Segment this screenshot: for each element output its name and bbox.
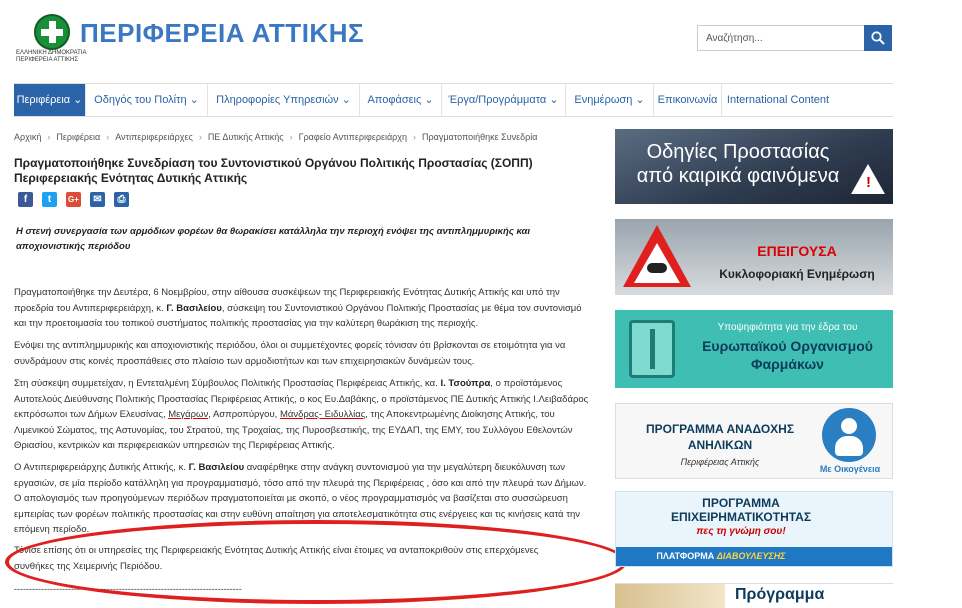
main-nav [14,83,893,117]
underlined-text: Μάνδρας- Ειδυλλίας [279,409,366,420]
nav-item-plirofories[interactable]: Πληροφορίες Υπηρεσιών ⌄ [208,84,360,116]
breadcrumb-current: Πραγματοποιήθηκε Συνεδρία [422,132,538,142]
nav-item-odigos[interactable]: Οδηγός του Πολίτη ⌄ [86,84,208,116]
banner-entrepreneurship-program[interactable] [615,491,893,567]
breadcrumb-separator: › [106,132,110,142]
article-paragraph-5: Τόνισε επίσης ότι οι υπηρεσίες της Περιφερειακής Ενότητας Δυτικής Αττικής είναι έτοιμες να ανταποκριθούν στις επερχόμενες συνθήκες της Χειμερινής Περιόδου. [14,545,539,572]
banner-text: Φαρμάκων [751,356,824,372]
banner-text: ΠΡΟΓΡΑΜΜΑ ΑΝΑΔΟΧΗΣ [645,422,795,436]
nav-item-apofaseis[interactable]: Αποφάσεις ⌄ [360,84,442,116]
banner-text: Πρόγραμμα [735,586,825,603]
site-logo[interactable] [14,12,365,67]
article-paragraph-2: Ενόψει της αντιπλημμυρικής και αποχιονιστικής περιόδου, όλοι οι συμμετέχοντες φορείς τόνισαν ότι βρίσκονται σε ετοιμότητα για να συνδράμουν στις κοινές προσπάθειες στο πλαίσιο των αρμοδιοτήτων και των επιχειρησιακών δυνάμεών τους. [14,340,566,367]
banner-text: από καιρικά φαινόμενα [636,165,840,187]
banner-weather-protection[interactable] [615,129,893,204]
nav-item-erga[interactable]: Έργα/Προγράμματα ⌄ [442,84,566,116]
person-name: Ι. Τσούπρα [440,378,491,389]
article-title: Πραγματοποιήθηκε Συνεδρίαση του Συντονιστικού Οργάνου Πολιτικής Προστασίας (ΣΟΠΠ) Περιφερειακής Ενότητας Δυτικής Αττικής [14,156,533,185]
banner-text: Περιφέρειας Αττικής [680,457,760,467]
banner-text: Οδηγίες Προστασίας [646,141,830,163]
family-icon [822,408,876,462]
underlined-text: Μεγάρων [168,409,209,420]
brand-subtitle-1: ΕΛΛΗΝΙΚΗ ΔΗΜΟΚΡΑΤΙΑ [16,50,87,56]
breadcrumb-separator: › [47,132,51,142]
breadcrumb-separator: › [413,132,417,142]
breadcrumb-item[interactable]: Γραφείο Αντιπεριφερειάρχη [298,132,408,142]
paragraph-text: , σύσκεψη του Συντονιστικού Οργάνου Πολιτικής Προστασίας με θέμα τον συντονισμό και την προετοιμασία του τοπικού συστήματος πολιτικής προστασίας για την καλύτερη θωράκιση της περιοχής. [14,302,582,329]
breadcrumb-separator: › [198,132,202,142]
banner-foster-program[interactable] [615,403,893,479]
article-paragraph-3 [14,376,596,454]
breadcrumb-item[interactable]: Περιφέρεια [56,132,101,142]
banner-ema-candidacy[interactable] [615,310,893,388]
breadcrumb-item[interactable]: ΠΕ Δυτικής Αττικής [207,132,284,142]
breadcrumb-item[interactable]: Αρχική [14,132,42,142]
paragraph-text: Στη σύσκεψη συμμετείχαν, η Εντεταλμένη Σύμβουλος Πολιτικής Προστασίας Περιφέρειας Αττικής, κα. [14,378,441,389]
banner-traffic-update[interactable] [615,219,893,295]
nav-item-perifereia[interactable]: Περιφέρεια ⌄ [14,84,86,116]
rain-cloud-icon [647,263,667,273]
banner-text: ΕΠΙΧΕΙΡΗΜΑΤΙΚΟΤΗΤΑΣ [670,510,812,524]
email-share-button[interactable]: ✉ [90,192,105,207]
brand-subtitle-2: ΠΕΡΙΦΕΡΕΙΑ ΑΤΤΙΚΗΣ [16,57,79,63]
pharmacy-symbol-icon [629,320,675,378]
breadcrumb [14,132,604,142]
banner-text [616,551,826,561]
warning-mark: ! [866,174,871,191]
banner-text: Υποψηφιότητα για την έδρα του [717,322,858,333]
print-button[interactable]: ⎙ [114,192,129,207]
divider-line: ---------------------------------------------------------------------------- [14,584,242,594]
banner-text: Με Οικογένεια [819,464,881,474]
breadcrumb-item[interactable]: Αντιπεριφερειάρχες [115,132,193,142]
paragraph-text: Ο Αντιπεριφερειάρχης Δυτικής Αττικής, κ. [14,462,189,473]
person-name: Γ. Βασιλείου [166,302,222,314]
twitter-share-button[interactable]: t [42,192,57,207]
red-annotation-ellipse [5,520,627,604]
article-lead: Η στενή συνεργασία των αρμόδιων φορέων θα θωρακίσει κατάλληλα την περιοχή ενόψει της αντιπλημμυρικής και αποχιονιστικής περιόδου [16,226,531,252]
banner-text: ΕΠΕΙΓΟΥΣΑ [757,243,837,259]
article-paragraph-1 [14,285,596,332]
facebook-share-button[interactable]: f [18,192,33,207]
banner-text: ΑΝΗΛΙΚΩΝ [687,438,753,452]
paragraph-text: αναφέρθηκε στην ανάγκη συντονισμού για την μεγαλύτερη διευκόλυνση των εργασιών, σε μία περίοδο κατάλληλη για προγραμματισμό, τόσο από την πλευρά της Περιφέρειας , όσο και από την πλευρά των Δήμων. Ο απολογισμός των προηγούμενων περιόδων πραγματοποιείται με σκοπό, ο νέος προγραμματισμός να βασίζεται στο συσσώρευση εμπειρίας των φορέων πολιτικής προστασίας και στην ευθύνη απαίτηση για αποτελεσματικότητα στις ενέργειες και τις κινήσεις κατά την επόμενη περίοδο. [14,462,587,535]
google-plus-share-button[interactable]: G+ [66,192,81,207]
paragraph-text: , Ασπροπύργου, [208,409,280,420]
paragraph-text: , της Αποκεντρωμένης Διοίκησης Αττικής, του Λιμενικού Σώματος, της Αστυνομίας, του Στρατού, της Τροχαίας, της Πυροσβεστικής, της ΕΥΔΑΠ, της ΕΜΥ, του Συλλόγου Εθελοντών Θριασίου, κεντρικών και περιφερειακών υπηρεσιών της Περιφέρειας Αττικής. [14,409,573,451]
breadcrumb-separator: › [289,132,293,142]
search-icon [871,31,885,45]
nav-item-epikoinonia[interactable]: Επικοινωνία [654,84,722,116]
person-name: Γ. Βασιλείου [188,462,245,473]
banner-text-part: ΔΙΑΒΟΥΛΕΥΣΗΣ [716,551,786,561]
banner-text: ΠΡΟΓΡΑΜΜΑ [702,496,780,510]
banner-text: Κυκλοφοριακή Ενημέρωση [719,267,875,281]
search-button[interactable] [864,25,892,51]
paragraph-text: , ο προϊστάμενος Αυτοτελούς Διεύθυνσης Πολιτικής Προστασίας Περιφέρειας Αττικής, ο κος Ευ.Δαβάκης, ο προϊστάμενος ΠΕ Δυτικής Αττικής Ι.Λειβαδάρος εκπρόσωποι των Δήμων Ελευσίνας, [14,378,589,420]
paragraph-text: Πραγματοποιήθηκε την Δευτέρα, 6 Νοεμβρίου, στην αίθουσα συσκέψεων της Περιφερειακής Ενότητας Δυτικής Αττικής και υπό την προεδρία του Αντιπεριφερειάρχη, κ. [14,287,560,314]
banner-text: Ευρωπαϊκού Οργανισμού [702,338,873,354]
greek-cross-seal-icon [34,14,70,50]
brand-title: ΠΕΡΙΦΕΡΕΙΑ ΑΤΤΙΚΗΣ [80,18,365,48]
banner-text-part: ΠΛΑΤΦΟΡΜΑ [656,551,717,561]
banner-program[interactable] [615,583,893,608]
banner-text: πες τη γνώμη σου! [696,526,786,537]
hand-image [615,584,725,608]
search-input[interactable]: Αναζήτηση... [697,25,865,51]
nav-item-enimerosi[interactable]: Ενημέρωση ⌄ [566,84,654,116]
nav-item-international[interactable]: International Content [726,94,830,106]
